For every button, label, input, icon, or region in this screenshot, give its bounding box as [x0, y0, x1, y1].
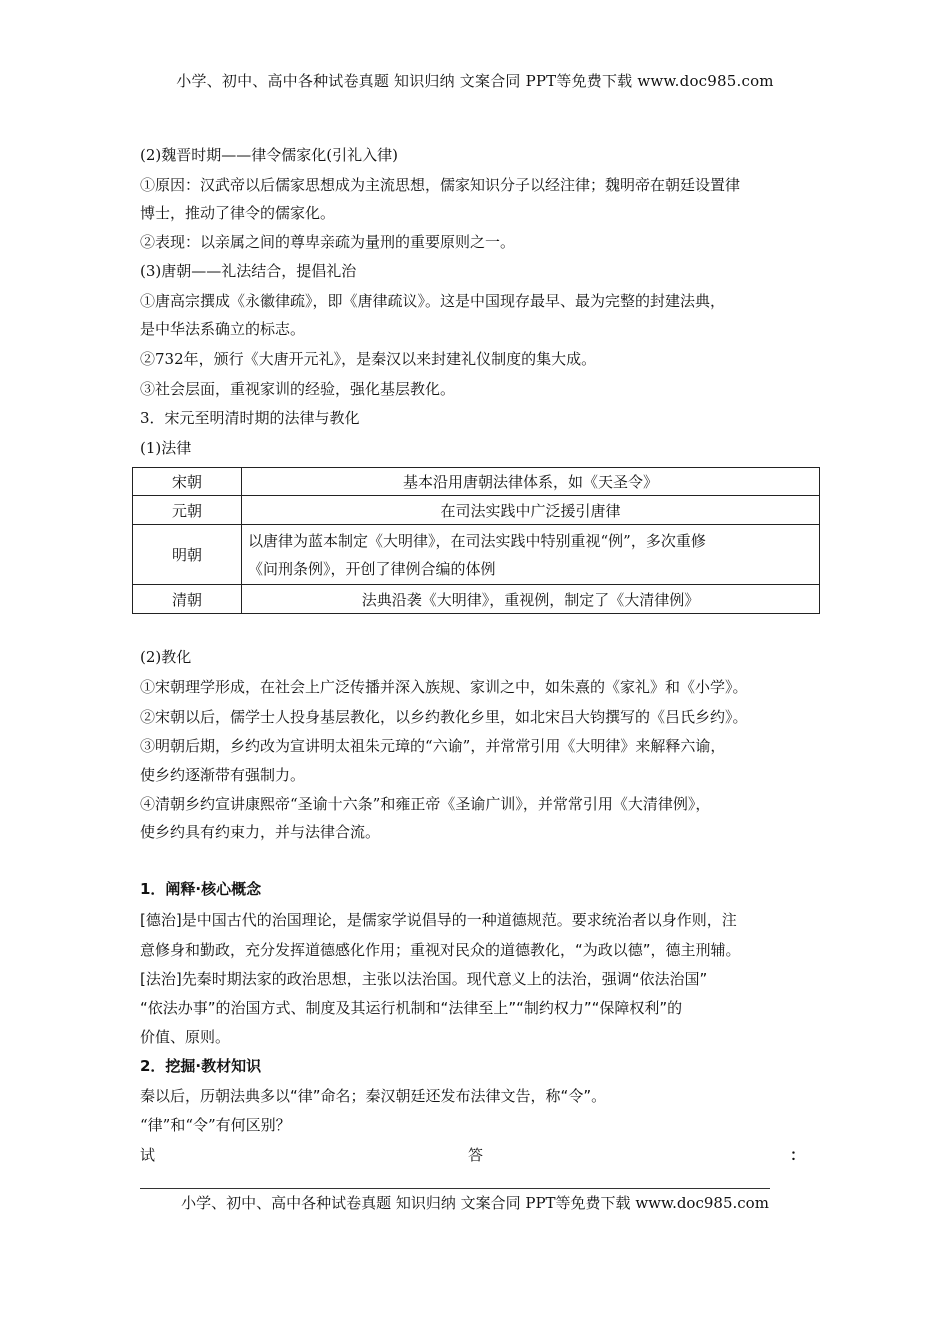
question-line: “律”和“令”有何区别？: [140, 1116, 291, 1134]
body-line: 使乡约具有约束力，并与法律合流。: [140, 823, 381, 841]
body-line: 使乡约逐渐带有强制力。: [140, 766, 306, 784]
law-desc-line: 以唐律为蓝本制定《大明律》，在司法实践中特别重视“例”，多次重修: [248, 531, 706, 550]
textbook-line: 秦以后，历朝法典多以“律”命名；秦汉朝廷还发布法律文告，称“令”。: [140, 1087, 607, 1105]
law-desc-line: 《问刑条例》，开创了律例合编的体例: [248, 559, 496, 578]
body-line: ③社会层面，重视家训的经验，强化基层教化。: [140, 380, 456, 398]
section-heading-tang: (3)唐朝——礼法结合，提倡礼治: [140, 262, 357, 280]
dynasty-cell: 清朝: [133, 585, 242, 614]
body-line: ②表现：以亲属之间的尊卑亲疏为量刑的重要原则之一。: [140, 233, 516, 251]
dynasty-cell: 元朝: [133, 496, 242, 525]
answer-char: 答: [468, 1146, 484, 1164]
concept-line: [德治]是中国古代的治国理论，是儒家学说倡导的一种道德规范。要求统治者以身作则，注: [140, 911, 737, 929]
core-concepts-heading: 1．阐释·核心概念: [140, 880, 262, 898]
page-footer: 小学、初中、高中各种试卷真题 知识归纳 文案合同 PPT等免费下载 www.doc985.com: [181, 1194, 769, 1212]
dynasty-cell: 宋朝: [133, 468, 242, 496]
dynasty-cell: 明朝: [133, 525, 242, 585]
law-desc-cell: [242, 525, 820, 585]
law-desc-cell: 法典沿袭《大明律》，重视例，制定了《大清律例》: [242, 585, 820, 614]
body-line: ②宋朝以后，儒学士人投身基层教化，以乡约教化乡里，如北宋吕大钧撰写的《吕氏乡约》。: [140, 708, 748, 726]
body-line: ①宋朝理学形成，在社会上广泛传播并深入族规、家训之中，如朱熹的《家礼》和《小学》。: [140, 678, 748, 696]
concept-line: “依法办事”的治国方式、制度及其运行机制和“法律至上”“制约权力”“保障权利”的: [140, 999, 683, 1017]
textbook-heading: 2．挖掘·教材知识: [140, 1057, 262, 1075]
body-line: ③明朝后期，乡约改为宣讲明太祖朱元璋的“六谕”，并常常引用《大明律》来解释六谕，: [140, 737, 726, 755]
body-line: 是中华法系确立的标志。: [140, 320, 306, 338]
body-line: ①原因：汉武帝以后儒家思想成为主流思想，儒家知识分子以经注律；魏明帝在朝廷设置律: [140, 176, 741, 194]
concept-line: 意修身和勤政，充分发挥道德感化作用；重视对民众的道德教化，“为政以德”，德主刑辅。: [140, 941, 741, 959]
section-heading-song-qing: 3．宋元至明清时期的法律与教化: [140, 409, 360, 427]
concept-line: [法治]先秦时期法家的政治思想，主张以法治国。现代意义上的法治，强调“依法治国”: [140, 970, 708, 988]
section-heading-weijin: (2)魏晋时期——律令儒家化(引礼入律): [140, 146, 398, 164]
page-header: 小学、初中、高中各种试卷真题 知识归纳 文案合同 PPT等免费下载 www.doc985.com: [176, 72, 774, 90]
body-line: 博士，推动了律令的儒家化。: [140, 204, 336, 222]
subheading-education: (2)教化: [140, 648, 192, 666]
answer-line-divider: [140, 1188, 770, 1189]
answer-colon: ：: [790, 1146, 806, 1164]
law-table: [132, 467, 820, 614]
concept-line: 价值、原则。: [140, 1028, 231, 1046]
table-row: [133, 468, 820, 496]
answer-prompt: [140, 1144, 806, 1164]
table-row: [133, 525, 820, 585]
body-line: ①唐高宗撰成《永徽律疏》，即《唐律疏议》。这是中国现存最早、最为完整的封建法典，: [140, 292, 726, 310]
law-desc-cell: 在司法实践中广泛援引唐律: [242, 496, 820, 525]
table-row: [133, 585, 820, 614]
answer-char: 试: [140, 1146, 156, 1164]
table-row: [133, 496, 820, 525]
subheading-law: (1)法律: [140, 439, 192, 457]
body-line: ②732年，颁行《大唐开元礼》，是秦汉以来封建礼仪制度的集大成。: [140, 350, 597, 368]
law-desc-cell: 基本沿用唐朝法律体系，如《天圣令》: [242, 468, 820, 496]
body-line: ④清朝乡约宣讲康熙帝“圣谕十六条”和雍正帝《圣谕广训》，并常常引用《大清律例》，: [140, 795, 711, 813]
